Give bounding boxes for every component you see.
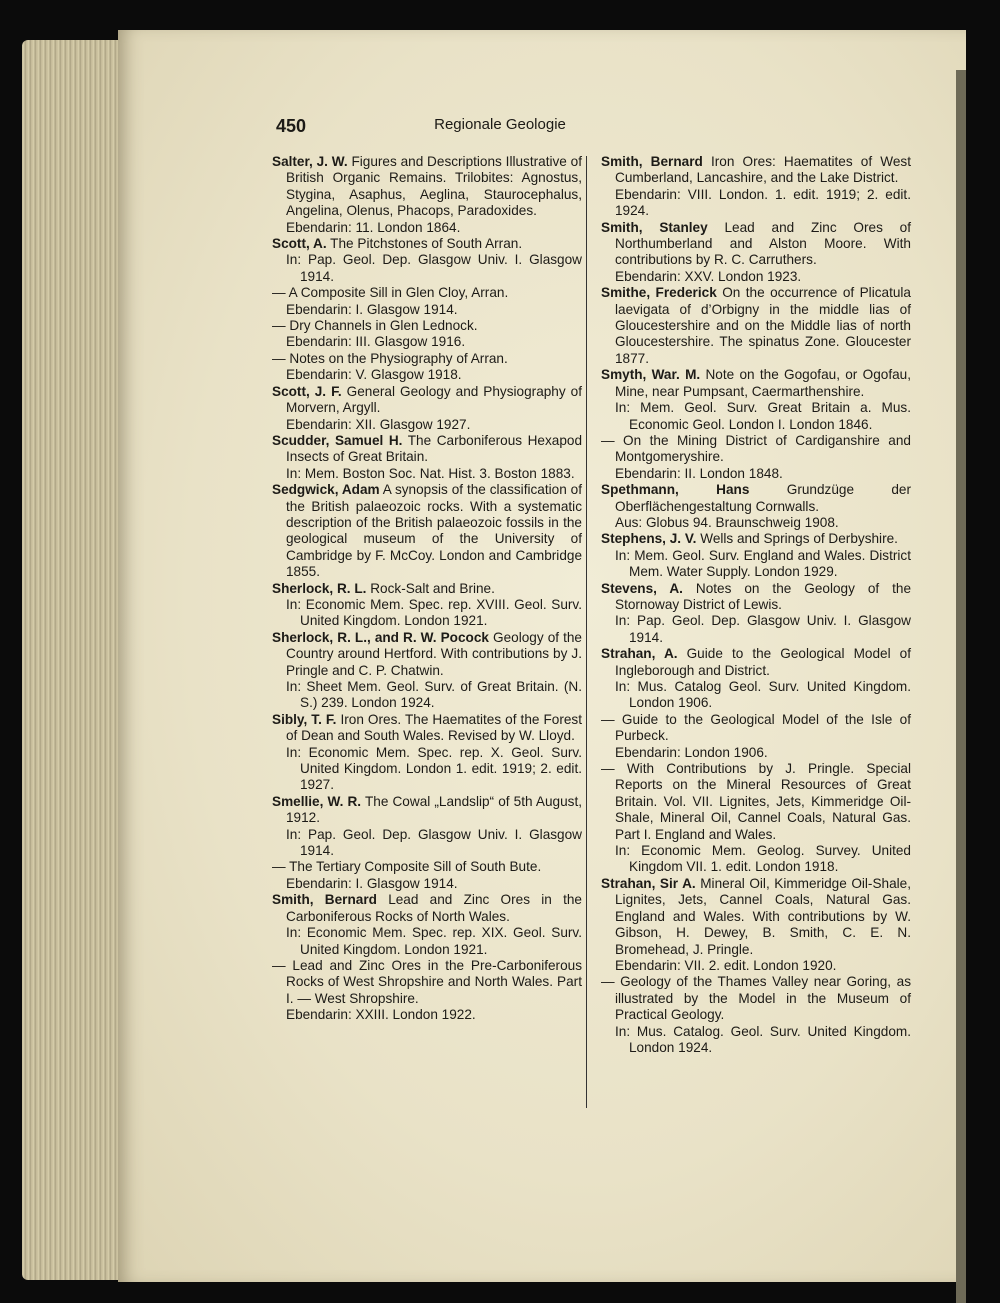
entry-text: Iron Ores: Haematites of West Cumberland, Lancashire, and the Lake District.: [615, 154, 912, 186]
entry-text: — Lead and Zinc Ores in the Pre-Carboniferous Rocks of West Shropshire and North Wales. Part I. — West Shropshire.: [272, 957, 582, 1006]
entry-text: The Pitchstones of South Arran.: [330, 236, 523, 252]
entry-author: Sherlock, R. L., and R. W. Pocock: [272, 629, 489, 645]
bibliography-entry: [601, 646, 911, 679]
entry-text: Ebendarin: II. London 1848.: [615, 465, 783, 481]
bibliography-sub: [272, 925, 582, 958]
bibliography-entry: [272, 384, 582, 417]
entry-text: Guide to the Geological Model of Ingleborough and District.: [615, 646, 911, 678]
entry-text: Ebendarin: XXV. London 1923.: [615, 268, 802, 284]
entry-text: Rock-Salt and Brine.: [370, 580, 495, 596]
entry-text: Ebendarin: XII. Glasgow 1927.: [286, 416, 471, 432]
entry-text: — With Contributions by J. Pringle. Special Reports on the Mineral Resources of Great Britain. Vol. VII. Lignites, Jets, Kimmeridge Oil-Shale, Mineral Oil, Cannel Coals, Natural Gas. Part I. England and Wales.: [601, 761, 911, 842]
entry-text: — Geology of the Thames Valley near Goring, as illustrated by the Model in the Museum of Practical Geology.: [601, 974, 911, 1023]
bibliography-entry: [272, 958, 582, 1007]
bibliography-ref: [272, 367, 582, 383]
right-column: [601, 154, 911, 1056]
bibliography-sub: [272, 466, 582, 482]
bibliography-entry: [601, 285, 911, 367]
entry-text: Lead and Zinc Ores of Northumberland and Alston Moore. With contributions by R. C. Carruthers.: [615, 219, 912, 268]
entry-text: Notes on the Geology of the Stornoway District of Lewis.: [615, 580, 912, 612]
bibliography-entry: [272, 285, 582, 301]
bibliography-entry: [601, 581, 911, 614]
bibliography-sub: [601, 679, 911, 712]
entry-text: In: Mus. Catalog Geol. Surv. United Kingdom. London 1906.: [615, 679, 911, 711]
bibliography-ref: [272, 417, 582, 433]
entry-text: In: Pap. Geol. Dep. Glasgow Univ. I. Glasgow 1914.: [286, 826, 582, 859]
bibliography-entry: [272, 351, 582, 367]
bibliography-entry: [272, 794, 582, 827]
bibliography-entry: [272, 859, 582, 875]
entry-text: In: Economic Mem. Geolog. Survey. United Kingdom VII. 1. edit. London 1918.: [615, 843, 911, 875]
bibliography-entry: [272, 712, 582, 745]
bibliography-ref: [272, 1007, 582, 1023]
entry-text: On the occurrence of Plicatula laevigata of d’Orbigny in the middle lias of Gloucestershire and on the Middle lias of north Gloucestershire. The spinatus Zone. Gloucester 1877.: [615, 285, 911, 366]
entry-text: Lead and Zinc Ores in the Carboniferous Rocks of North Wales.: [286, 892, 582, 924]
bibliography-entry: [272, 630, 582, 679]
entry-text: Ebendarin: V. Glasgow 1918.: [286, 367, 462, 383]
entry-text: Ebendarin: I. Glasgow 1914.: [286, 301, 458, 317]
entry-text: Iron Ores. The Haematites of the Forest of Dean and South Wales. Revised by W. Lloyd.: [286, 711, 582, 744]
bibliography-sub: [272, 745, 582, 794]
entry-author: Smithe, Frederick: [601, 285, 717, 301]
entry-text: In: Mem. Geol. Surv. Great Britain a. Mus. Economic Geol. London I. London 1846.: [615, 400, 911, 432]
bibliography-ref: [601, 515, 911, 531]
bibliography-entry: [272, 482, 582, 580]
entry-author: Sherlock, R. L.: [272, 580, 367, 596]
entry-text: In: Pap. Geol. Dep. Glasgow Univ. I. Glasgow 1914.: [286, 252, 582, 284]
bibliography-entry: [272, 433, 582, 466]
bibliography-entry: [272, 154, 582, 220]
entry-text: Grundzüge der Oberflächengestaltung Cornwalls.: [615, 482, 912, 514]
entry-text: Ebendarin: VIII. London. 1. edit. 1919; 2. edit. 1924.: [615, 186, 911, 219]
bibliography-ref: [272, 334, 582, 350]
bibliography-sub: [601, 613, 911, 646]
entry-text: — A Composite Sill in Glen Cloy, Arran.: [272, 285, 509, 301]
bibliography-sub: [601, 548, 911, 581]
entry-text: Ebendarin: VII. 2. edit. London 1920.: [615, 957, 837, 973]
entry-text: Geology of the Country around Hertford. With contributions by J. Pringle and C. P. Chatwin.: [286, 629, 582, 678]
bibliography-entry: [601, 712, 911, 745]
entry-text: Ebendarin: III. Glasgow 1916.: [286, 334, 466, 350]
bibliography-sub: [272, 679, 582, 712]
bibliography-ref: [601, 466, 911, 482]
entry-author: Smith, Stanley: [601, 219, 708, 235]
bibliography-entry: [272, 581, 582, 597]
bibliography-sub: [272, 252, 582, 285]
entry-text: Ebendarin: I. Glasgow 1914.: [286, 875, 458, 891]
entry-author: Salter, J. W.: [272, 154, 348, 169]
bibliography-sub: [601, 843, 911, 876]
bibliography-entry: [601, 531, 911, 547]
entry-text: In: Mus. Catalog. Geol. Surv. United Kingdom. London 1924.: [615, 1023, 911, 1055]
bibliography-entry: [272, 318, 582, 334]
bibliography-sub: [272, 597, 582, 630]
page-number: 450: [276, 116, 307, 136]
bibliography-entry: [601, 974, 911, 1023]
entry-text: The Cowal „Landslip“ of 5th August, 1912.: [286, 793, 583, 826]
bibliography-entry: [601, 876, 911, 958]
bibliography-entry: [272, 892, 582, 925]
bibliography-entry: [601, 367, 911, 400]
entry-text: In: Mem. Geol. Surv. England and Wales. District Mem. Water Supply. London 1929.: [615, 547, 911, 580]
entry-author: Spethmann, Hans: [601, 482, 750, 498]
entry-text: In: Economic Mem. Spec. rep. X. Geol. Surv. United Kingdom. London 1. edit. 1919; 2. edit. 1927.: [286, 744, 582, 793]
entry-text: In: Mem. Boston Soc. Nat. Hist. 3. Boston 1883.: [286, 465, 575, 481]
entry-text: — Dry Channels in Glen Lednock.: [272, 318, 478, 334]
bibliography-sub: [272, 827, 582, 860]
entry-author: Smellie, W. R.: [272, 793, 362, 809]
bibliography-entry: [601, 761, 911, 843]
entry-text: Figures and Descriptions Illustrative of British Organic Remains. Trilobites: Agnostus, Stygina, Asaphus, Aeglina, Staurocephalus, Angelina, Olenus, Phacops, Paradoxides.: [286, 154, 582, 219]
entry-author: Scott, A.: [272, 236, 327, 252]
bibliography-sub: [601, 1024, 911, 1057]
bibliography-ref: [601, 269, 911, 285]
entry-text: Aus: Globus 94. Braunschweig 1908.: [615, 514, 839, 530]
entry-text: — Notes on the Physiography of Arran.: [272, 350, 508, 366]
entry-author: Strahan, A.: [601, 646, 678, 662]
bibliography-entry: [601, 433, 911, 466]
bibliography-entry: [601, 154, 911, 187]
entry-author: Sibly, T. F.: [272, 711, 337, 727]
book-gutter: [956, 70, 966, 1303]
entry-text: Ebendarin: XXIII. London 1922.: [286, 1007, 476, 1023]
entry-author: Sedgwick, Adam: [272, 482, 380, 498]
bibliography-sub: [601, 400, 911, 433]
entry-author: Strahan, Sir A.: [601, 875, 696, 891]
entry-text: Note on the Gogofau, or Ogofau, Mine, near Pumpsant, Caermarthenshire.: [615, 367, 911, 399]
entry-author: Smith, Bernard: [272, 892, 377, 908]
entry-text: In: Pap. Geol. Dep. Glasgow Univ. I. Glasgow 1914.: [615, 613, 911, 645]
entry-text: Mineral Oil, Kimmeridge Oil-Shale, Lignites, Jets, Cannel Coals, Natural Gas. England and Wales. With contributions by W. Gibson, H. Dewey, B. Smith, C. E. N. Bromehead, J. Pringle.: [615, 875, 912, 957]
entry-author: Smyth, War. M.: [601, 367, 701, 383]
running-header: Regionale Geologie: [434, 116, 566, 133]
entry-text: — Guide to the Geological Model of the Isle of Purbeck.: [601, 711, 911, 744]
bibliography-ref: [601, 745, 911, 761]
entry-author: Smith, Bernard: [601, 154, 703, 169]
left-column: [272, 154, 582, 1024]
entry-text: In: Economic Mem. Spec. rep. XIX. Geol. Surv. United Kingdom. London 1921.: [286, 925, 582, 957]
entry-text: The Carboniferous Hexapod Insects of Great Britain.: [286, 432, 583, 465]
bibliography-ref: [272, 302, 582, 318]
entry-text: Wells and Springs of Derbyshire.: [700, 531, 898, 547]
bibliography-entry: [601, 220, 911, 269]
bibliography-ref: [272, 876, 582, 892]
bibliography-ref: [601, 187, 911, 220]
entry-text: Ebendarin: 11. London 1864.: [286, 219, 461, 235]
entry-author: Stevens, A.: [601, 580, 683, 596]
entry-author: Scott, J. F.: [272, 383, 342, 399]
bibliography-ref: [272, 220, 582, 236]
entry-text: General Geology and Physiography of Morvern, Argyll.: [286, 383, 582, 416]
bibliography-ref: [601, 958, 911, 974]
entry-author: Scudder, Samuel H.: [272, 432, 403, 448]
entry-text: — On the Mining District of Cardiganshire and Montgomeryshire.: [601, 432, 911, 465]
entry-text: A synopsis of the classification of the British palaeozoic rocks. With a systematic description of the British palaeozoic fossils in the geological museum of the University of Cambridge by F. McCoy. London and Cambridge 1855.: [286, 482, 582, 580]
bibliography-entry: [272, 236, 582, 252]
entry-text: In: Economic Mem. Spec. rep. XVIII. Geol. Surv. United Kingdom. London 1921.: [286, 596, 582, 629]
column-divider: [586, 156, 587, 1108]
entry-author: Stephens, J. V.: [601, 531, 697, 547]
entry-text: In: Sheet Mem. Geol. Surv. of Great Britain. (N. S.) 239. London 1924.: [286, 679, 582, 711]
entry-text: Ebendarin: London 1906.: [615, 744, 768, 760]
bibliography-entry: [601, 482, 911, 515]
entry-text: — The Tertiary Composite Sill of South Bute.: [272, 859, 542, 875]
